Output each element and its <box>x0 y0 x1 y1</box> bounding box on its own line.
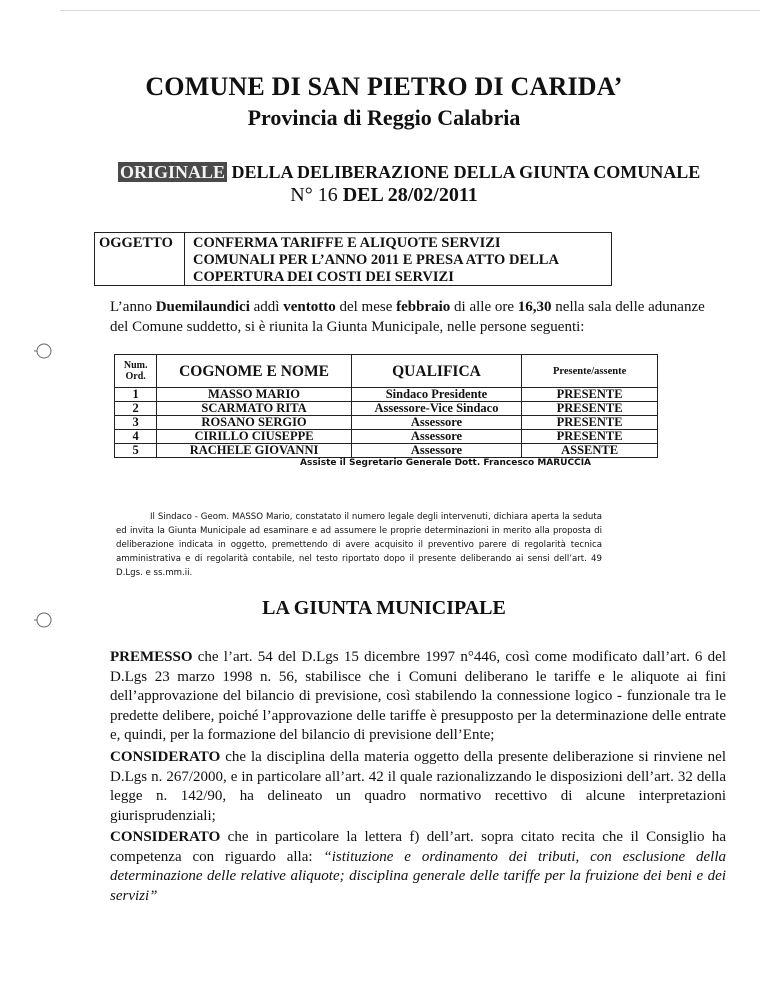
col-num-header: Num. Ord. <box>115 355 157 388</box>
cell-nome: MASSO MARIO <box>157 388 351 402</box>
intro-text: del mese <box>335 299 397 315</box>
intro-text: L’anno <box>110 299 156 315</box>
giunta-heading: LA GIUNTA MUNICIPALE <box>262 597 506 619</box>
numero-label: N° 16 <box>290 184 338 206</box>
top-rule <box>60 10 760 11</box>
oggetto-line: COMUNALI PER L’ANNO 2011 E PRESA ATTO DELLA <box>193 252 559 268</box>
premesso-text: che l’art. 54 del D.Lgs 15 dicembre 1997 n°446, così come modificato dall’art. 6 del D.Lgs 23 marzo 1998 n. 56, stabilisce che i Comuni deliberano le tariffe e le aliquote ai fini dell’approvazione del bilancio di previsione, così stabilendo la connessione logico - funzionale tra le predette delibere, poiché l’approvazione delle tariffe è presupposto per la determinazione delle entrate e, quindi, per la formazione del bilancio di previsione dell’Ente; <box>110 649 726 743</box>
deliberazione-title <box>118 162 700 183</box>
table-row <box>115 416 658 430</box>
intro-giorno: ventotto <box>283 299 336 315</box>
cell-num: 2 <box>115 402 157 416</box>
table-row <box>115 402 658 416</box>
cell-qualifica: Sindaco Presidente <box>351 388 522 402</box>
oggetto-label: OGGETTO <box>95 233 185 285</box>
punch-hole-icon <box>34 611 52 629</box>
table-row <box>115 388 658 402</box>
comune-heading: COMUNE DI SAN PIETRO DI CARIDA’ <box>145 72 623 101</box>
intro-text: nella sala delle adunanze del Comune suddetto, si è riunita la Giunta Municipale, nelle persone seguenti: <box>110 299 705 335</box>
provincia-heading: Provincia di Reggio Calabria <box>247 105 521 130</box>
table-header-row <box>115 355 658 388</box>
oggetto-box <box>94 232 612 286</box>
cell-qualifica: Assessore <box>351 416 522 430</box>
cell-num: 3 <box>115 416 157 430</box>
cell-num: 5 <box>115 444 157 458</box>
cell-stato: ASSENTE <box>522 444 658 458</box>
segretario-note: Assiste il Segretario Generale Dott. Francesco MARUCCIA <box>300 458 592 468</box>
data-label: DEL 28/02/2011 <box>342 184 478 206</box>
intro-anno: Duemilaundici <box>155 299 250 315</box>
cell-stato: PRESENTE <box>522 388 658 402</box>
originale-stamp: ORIGINALE <box>120 162 226 182</box>
considerato-quote: “istituzione e ordinamento dei tributi, con esclusione della determinazione delle relative aliquote; disciplina generale delle tariffe per la fruizione dei beni e dei servizi” <box>110 848 726 904</box>
intro-ora: 16,30 <box>517 299 552 315</box>
intro-paragraph <box>110 297 710 337</box>
punch-hole-icon <box>34 342 52 360</box>
considerato-paragraph <box>110 748 726 826</box>
sindaco-text: Il Sindaco - Geom. MASSO Mario, constatato il numero legale degli intervenuti, dichiara aperta la seduta ed invita la Giunta Municipale ad esaminare e ad assumere le proprie determinazioni in merito alla proposta di deliberazione indicata in oggetto, premettendo di avere acquisito il preventivo parere di regolarità tecnica amministrativa e di regolarità contabile, nel testo riportato dopo il presente deliberando ai sensi dell’art. 49 D.Lgs. e ss.mm.ii. <box>116 512 602 578</box>
cell-qualifica: Assessore <box>351 444 522 458</box>
sindaco-statement <box>116 510 602 580</box>
cell-nome: RACHELE GIOVANNI <box>157 444 351 458</box>
table-row <box>115 444 658 458</box>
cell-stato: PRESENTE <box>522 430 658 444</box>
considerato-keyword: CONSIDERATO <box>110 829 221 845</box>
cell-qualifica: Assessore <box>351 430 522 444</box>
oggetto-line: COPERTURA DEI COSTI DEI SERVIZI <box>193 269 454 285</box>
deliberazione-number <box>0 184 768 207</box>
premesso-keyword: PREMESSO <box>110 649 193 665</box>
considerato-paragraph <box>110 828 726 906</box>
oggetto-line: CONFERMA TARIFFE E ALIQUOTE SERVIZI <box>193 235 501 251</box>
considerato-text: che la disciplina della materia oggetto della presente deliberazione si rinviene nel D.Lgs n. 267/2000, e in particolare all’art. 42 il quale razionalizzando le disposizioni dell’art. 32 della legge n. 142/90, ha delineato un quadro normativo recettivo di alcune interpretazioni giurisprudenziali; <box>110 749 726 824</box>
cell-stato: PRESENTE <box>522 402 658 416</box>
cell-num: 4 <box>115 430 157 444</box>
considerato-keyword: CONSIDERATO <box>110 749 221 765</box>
cell-qualifica: Assessore-Vice Sindaco <box>351 402 522 416</box>
intro-mese: febbraio <box>396 299 451 315</box>
intro-text: di alle ore <box>450 299 518 315</box>
cell-nome: ROSANO SERGIO <box>157 416 351 430</box>
intro-text: addì <box>249 299 284 315</box>
table-row <box>115 430 658 444</box>
col-qualifica-header: QUALIFICA <box>351 355 522 388</box>
deliberazione-title-text: DELLA DELIBERAZIONE DELLA GIUNTA COMUNALE <box>231 162 701 182</box>
cell-num: 1 <box>115 388 157 402</box>
oggetto-text <box>193 235 603 286</box>
considerato-text: che in particolare la lettera f) dell’art. sopra citato recita che il Consiglio ha competenza con riguardo alla: <box>110 829 726 865</box>
cell-nome: SCARMATO RITA <box>157 402 351 416</box>
cell-nome: CIRILLO CIUSEPPE <box>157 430 351 444</box>
premesso-paragraph <box>110 648 726 746</box>
cell-stato: PRESENTE <box>522 416 658 430</box>
presenze-table <box>114 354 658 458</box>
col-presenza-header: Presente/assente <box>522 355 658 388</box>
col-nome-header: COGNOME E NOME <box>157 355 351 388</box>
